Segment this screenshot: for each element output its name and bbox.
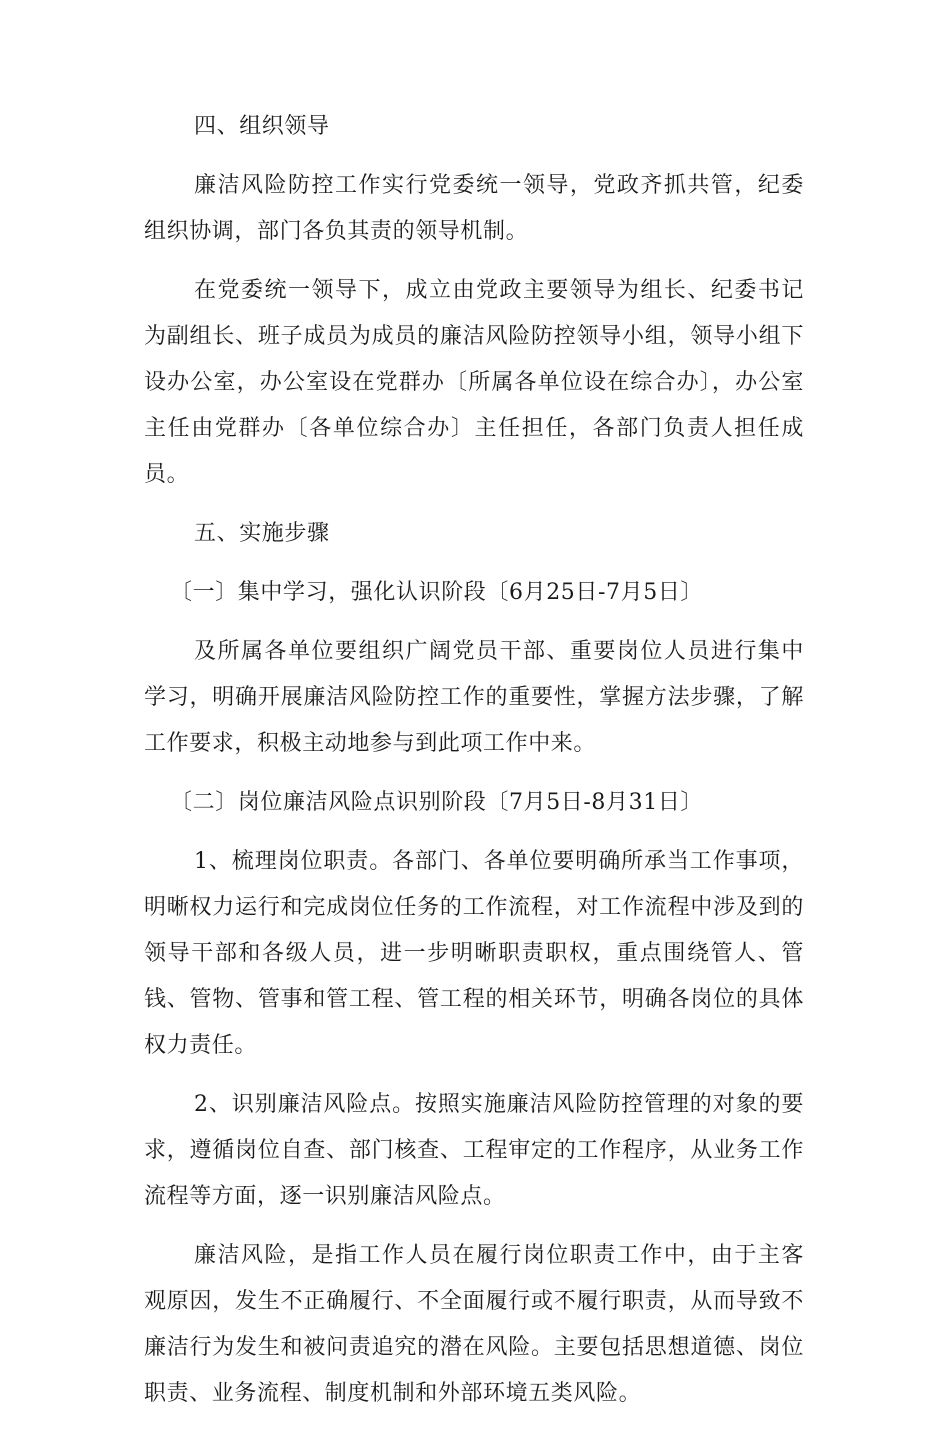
section-4-paragraph-1: 廉洁风险防控工作实行党委统一领导，党政齐抓共管，纪委组织协调，部门各负其责的领导机制。 [144, 173, 804, 244]
section-5-heading: 五、实施步骤 [194, 521, 330, 546]
section-4-paragraph-2: 在党委统一领导下，成立由党政主要领导为组长、纪委书记为副组长、班子成员为成员的廉洁风险防控领导小组，领导小组下设办公室，办公室设在党群办〔所属各单位设在综合办〕，办公室主任由党群办〔各单位综合办〕主任担任，各部门负责人担任成员。 [144, 278, 804, 487]
stage-2-heading: 〔二〕岗位廉洁风险点识别阶段〔7月5日-8月31日〕 [170, 790, 704, 815]
stage-2-item-1: 1、梳理岗位职责。各部门、各单位要明确所承当工作事项，明晰权力运行和完成岗位任务的工作流程，对工作流程中涉及到的领导干部和各级人员，进一步明晰职责职权，重点围绕管人、管钱、管物、管事和管工程、管工程的相关环节，明确各岗位的具体权力责任。 [144, 849, 804, 1058]
document-body [144, 104, 804, 1430]
stage-1-heading: 〔一〕集中学习，强化认识阶段〔6月25日-7月5日〕 [170, 580, 704, 605]
section-4-heading: 四、组织领导 [194, 114, 330, 139]
stage-1-paragraph: 及所属各单位要组织广阔党员干部、重要岗位人员进行集中学习，明确开展廉洁风险防控工作的重要性，掌握方法步骤，了解工作要求，积极主动地参与到此项工作中来。 [144, 639, 804, 756]
stage-2-item-2: 2、识别廉洁风险点。按照实施廉洁风险防控管理的对象的要求，遵循岗位自查、部门核查、工程审定的工作程序，从业务工作流程等方面，逐一识别廉洁风险点。 [144, 1092, 804, 1209]
risk-definition-paragraph: 廉洁风险，是指工作人员在履行岗位职责工作中，由于主客观原因，发生不正确履行、不全面履行或不履行职责，从而导致不廉洁行为发生和被问责追究的潜在风险。主要包括思想道德、岗位职责、业务流程、制度机制和外部环境五类风险。 [144, 1243, 804, 1406]
